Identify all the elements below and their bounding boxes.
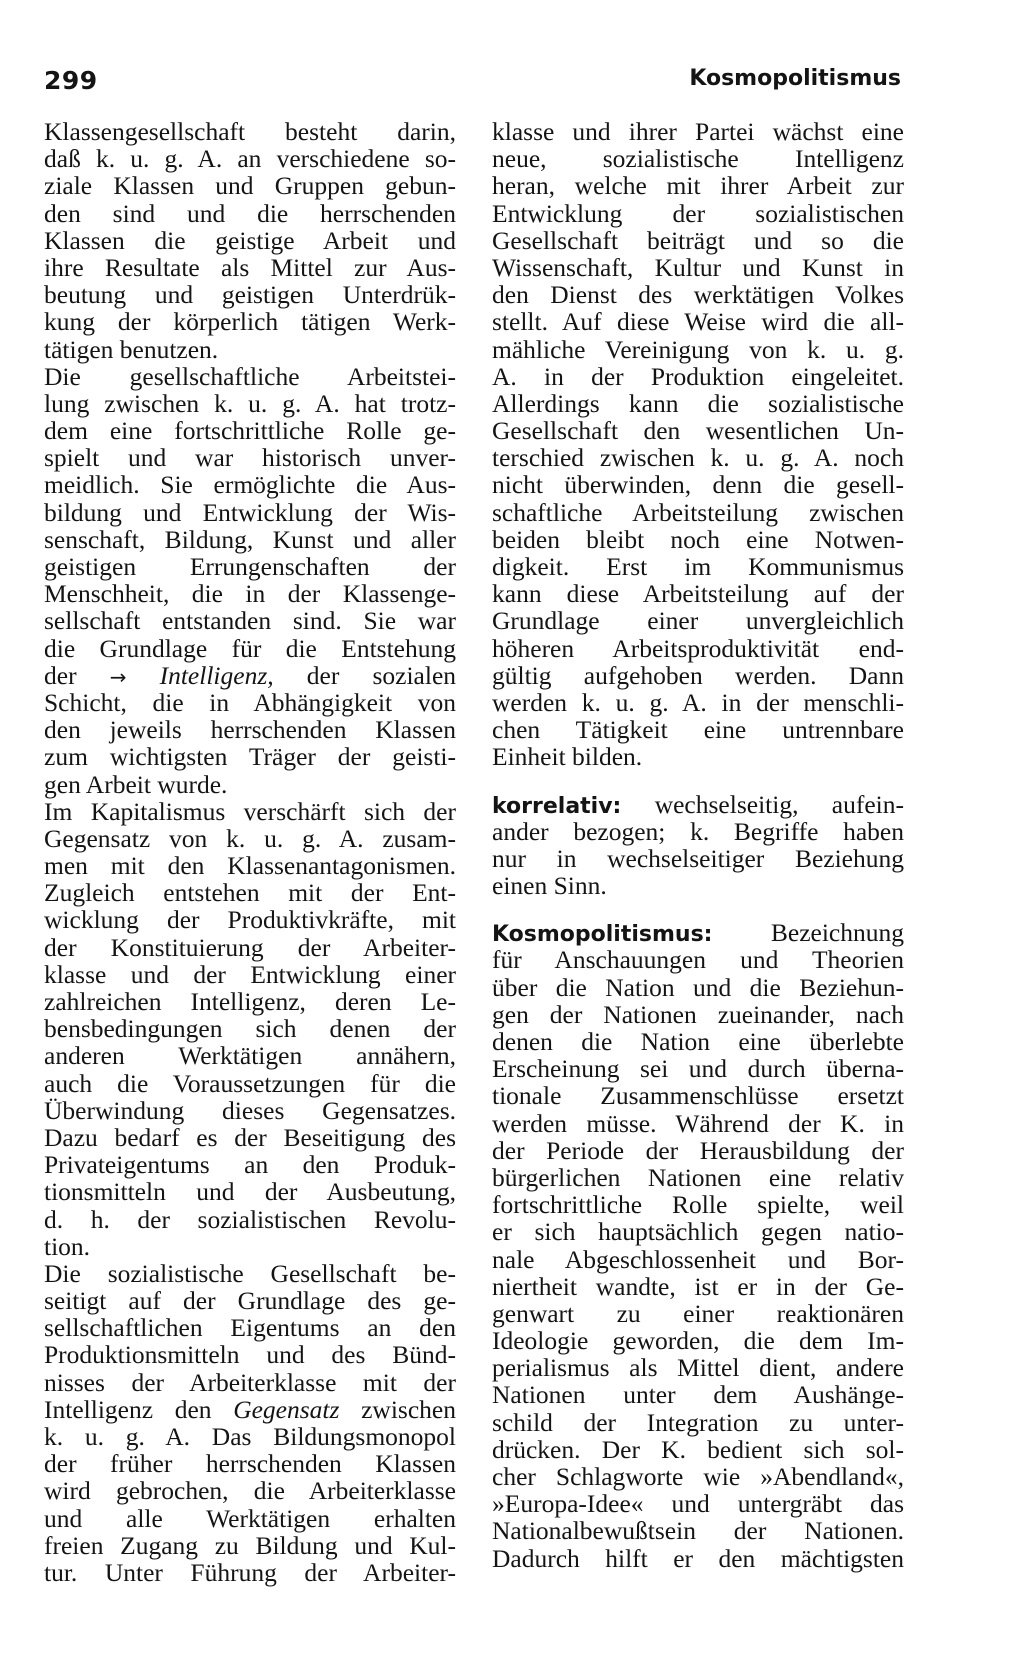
text-line: cher Schlagworte wie »Abendland«, (492, 1462, 904, 1491)
text-line: d. h. der sozialistischen Revolu- (44, 1204, 456, 1234)
text-line: der früher herrschenden Klassen (44, 1449, 456, 1479)
text-line: kung der körperlich tätigen Werk- (44, 307, 456, 337)
text-line: zum wichtigsten Träger der geisti- (44, 742, 456, 772)
text-line: anderen Werktätigen annähern, (44, 1041, 456, 1071)
text-line: Die sozialistische Gesellschaft be- (44, 1258, 456, 1288)
text-line: Dazu bedarf es der Beseitigung des (44, 1122, 456, 1152)
entry-spacer (492, 771, 904, 791)
text-line: denen die Nation eine überlebte (492, 1027, 904, 1056)
text-line: niertheit wandte, ist er in der Ge- (492, 1271, 904, 1301)
text-line: gen Arbeit wurde. (44, 769, 228, 799)
text-line: Gesellschaft den wesentlichen Un- (492, 416, 904, 446)
entry-first-line (492, 919, 904, 946)
text-line: Klassengesellschaft besteht darin, (44, 117, 456, 146)
text-line: ihre Resultate als Mittel zur Aus- (44, 252, 456, 282)
text-line-with-crossref (44, 662, 456, 689)
text-line: stellt. Auf diese Weise wird die all- (492, 307, 904, 337)
text-line: nur in wechselseitiger Beziehung (492, 843, 904, 873)
text-line: Ideologie geworden, die dem Im- (492, 1326, 904, 1356)
text-line: wird gebrochen, die Arbeiterklasse (44, 1476, 456, 1506)
text-line: neue, sozialistische Intelligenz (492, 144, 904, 174)
text-line: sellschaft entstanden sind. Sie war (44, 606, 456, 636)
entry-headword: Kosmopolitismus: (492, 922, 713, 948)
text-fragment: wechselseitig, aufein- (654, 789, 904, 819)
text-line: bildung und Entwicklung der Wis- (44, 497, 456, 527)
text-line: Klassen die geistige Arbeit und (44, 225, 456, 255)
text-line: gen der Nationen zueinander, nach (492, 999, 904, 1029)
text-line: über die Nation und die Beziehun- (492, 972, 904, 1002)
text-line: Zugleich entstehen mit der Ent- (44, 878, 456, 908)
text-line: terschied zwischen k. u. g. A. noch (492, 443, 904, 473)
text-line: werden k. u. g. A. in der menschli- (492, 687, 904, 717)
text-line: wicklung der Produktivkräfte, mit (44, 905, 456, 935)
text-line: fortschrittliche Rolle spielte, weil (492, 1190, 904, 1220)
text-line: auch die Voraussetzungen für die (44, 1068, 456, 1098)
text-line: höheren Arbeitsproduktivität end- (492, 633, 904, 663)
text-line: Entwicklung der sozialistischen (492, 198, 904, 228)
text-line: freien Zugang zu Bildung und Kul- (44, 1530, 456, 1560)
text-line: tion. (44, 1231, 91, 1261)
text-line: Nationen unter dem Aushänge- (492, 1380, 904, 1410)
text-line: Gesellschaft beiträgt und so die (492, 225, 904, 255)
text-line: seitigt auf der Grundlage des ge- (44, 1286, 456, 1316)
text-line: nale Abgeschlossenheit und Bor- (492, 1244, 904, 1274)
text-line: kann diese Arbeitsteilung auf der (492, 579, 904, 609)
text-line: und alle Werktätigen erhalten (44, 1503, 456, 1533)
text-line: heran, welche mit ihrer Arbeit zur (492, 171, 904, 201)
text-line: Nationalbewußtsein der Nationen. (492, 1516, 904, 1546)
text-line-with-italic (44, 1396, 456, 1423)
text-line: den jeweils herrschenden Klassen (44, 715, 456, 745)
text-line: werden müsse. Während der K. in (492, 1108, 904, 1138)
text-line: den sind und die herrschenden (44, 198, 456, 228)
text-fragment: zwischen (361, 1394, 456, 1424)
text-line: perialismus als Mittel dient, andere (492, 1353, 904, 1383)
text-line: die Grundlage für die Entstehung (44, 633, 456, 663)
running-head: Kosmopolitismus (689, 66, 901, 91)
text-line: den Dienst des werktätigen Volkes (492, 280, 904, 310)
text-line: Allerdings kann die sozialistische (492, 388, 904, 418)
text-line: bürgerlichen Nationen eine relativ (492, 1162, 904, 1192)
text-line: Dadurch hilft er den mächtigsten (492, 1543, 904, 1573)
italic-term: Gegensatz (233, 1394, 340, 1424)
text-fragment: der (44, 660, 77, 690)
text-line: schaftliche Arbeitsteilung zwischen (492, 497, 904, 527)
text-line: senschaft, Bildung, Kunst und aller (44, 524, 456, 554)
text-line: dem eine fortschrittliche Rolle ge- (44, 416, 456, 446)
text-line: geistigen Errungenschaften der (44, 552, 456, 581)
text-line: Im Kapitalismus verschärft sich der (44, 796, 456, 826)
text-line: chen Tätigkeit eine untrennbare (492, 715, 904, 745)
text-line: Schicht, die in Abhängigkeit von (44, 687, 456, 717)
text-line: sellschaftlichen Eigentums an den (44, 1313, 456, 1343)
right-column (492, 118, 904, 1572)
text-line: mähliche Vereinigung von k. u. g. (492, 334, 904, 364)
text-line: bensbedingungen sich denen der (44, 1014, 456, 1044)
entry-korrelativ (492, 791, 904, 900)
text-line: Überwindung dieses Gegensatzes. (44, 1095, 456, 1125)
text-line: spielt und war historisch unver- (44, 443, 456, 473)
text-line: »Europa-Idee« und untergräbt das (492, 1489, 904, 1519)
text-line: daß k. u. g. A. an verschiedene so- (44, 144, 456, 174)
text-line: klasse und der Entwicklung einer (44, 959, 456, 989)
text-line: klasse und ihrer Partei wächst eine (492, 117, 904, 146)
text-line: meidlich. Sie ermöglichte die Aus- (44, 470, 456, 500)
text-line: tätigen benutzen. (44, 334, 219, 364)
text-line: Wissenschaft, Kultur und Kunst in (492, 252, 904, 282)
text-line: einen Sinn. (492, 871, 607, 901)
text-line: tionale Zusammenschlüsse ersetzt (492, 1081, 904, 1111)
text-line: Einheit bilden. (492, 742, 643, 772)
text-line: Erscheinung sei und durch überna- (492, 1054, 904, 1084)
text-line: der Periode der Herausbildung der (492, 1135, 904, 1165)
page-number: 299 (44, 66, 98, 95)
text-line: drücken. Der K. bedient sich sol- (492, 1434, 904, 1464)
text-fragment: der sozialen (306, 660, 457, 690)
text-line: zahlreichen Intelligenz, deren Le- (44, 987, 456, 1016)
text-line: gültig aufgehoben werden. Dann (492, 660, 904, 690)
text-line: ziale Klassen und Gruppen gebun- (44, 171, 456, 201)
text-line: ander bezogen; k. Begriffe haben (492, 816, 904, 846)
text-line: Menschheit, die in der Klassenge- (44, 579, 456, 609)
text-line: men mit den Klassenantagonismen. (44, 851, 456, 881)
text-line: er sich hauptsächlich gegen natio- (492, 1217, 904, 1247)
cross-reference-arrow-icon: → (109, 664, 127, 689)
text-line: genwart zu einer reaktionären (492, 1298, 904, 1328)
cross-reference-link[interactable]: Intelligenz, (159, 660, 274, 690)
text-line: Privateigentums an den Produk- (44, 1150, 456, 1180)
entry-kosmopolitismus (492, 919, 904, 1572)
text-line: Gegensatz von k. u. g. A. zusam- (44, 823, 456, 853)
entry-spacer (492, 899, 904, 919)
text-line: Produktionsmitteln und des Bünd- (44, 1340, 456, 1370)
text-line: A. in der Produktion eingeleitet. (492, 361, 904, 391)
text-line: schild der Integration zu unter- (492, 1407, 904, 1437)
text-fragment: Intelligenz den (44, 1394, 212, 1424)
text-line: k. u. g. A. Das Bildungsmonopol (44, 1422, 456, 1451)
entry-first-line (492, 791, 904, 818)
text-line: nisses der Arbeiterklasse mit der (44, 1367, 456, 1397)
text-line: Grundlage einer unvergleichlich (492, 606, 904, 636)
text-line: tionsmitteln und der Ausbeutung, (44, 1177, 456, 1207)
text-line: tur. Unter Führung der Arbeiter- (44, 1557, 456, 1587)
text-line: für Anschauungen und Theorien (492, 945, 904, 975)
text-line: der Konstituierung der Arbeiter- (44, 932, 456, 962)
text-fragment: Bezeichnung (770, 918, 904, 948)
left-column (44, 118, 456, 1586)
text-line: beiden bleibt noch eine Notwen- (492, 524, 904, 554)
text-line: nicht überwinden, denn die gesell- (492, 470, 904, 500)
text-line: Die gesellschaftliche Arbeitstei- (44, 361, 456, 391)
text-line: beutung und geistigen Unterdrük- (44, 280, 456, 310)
text-line: digkeit. Erst im Kommunismus (492, 552, 904, 581)
text-line: lung zwischen k. u. g. A. hat trotz- (44, 388, 456, 418)
entry-headword: korrelativ: (492, 793, 622, 819)
